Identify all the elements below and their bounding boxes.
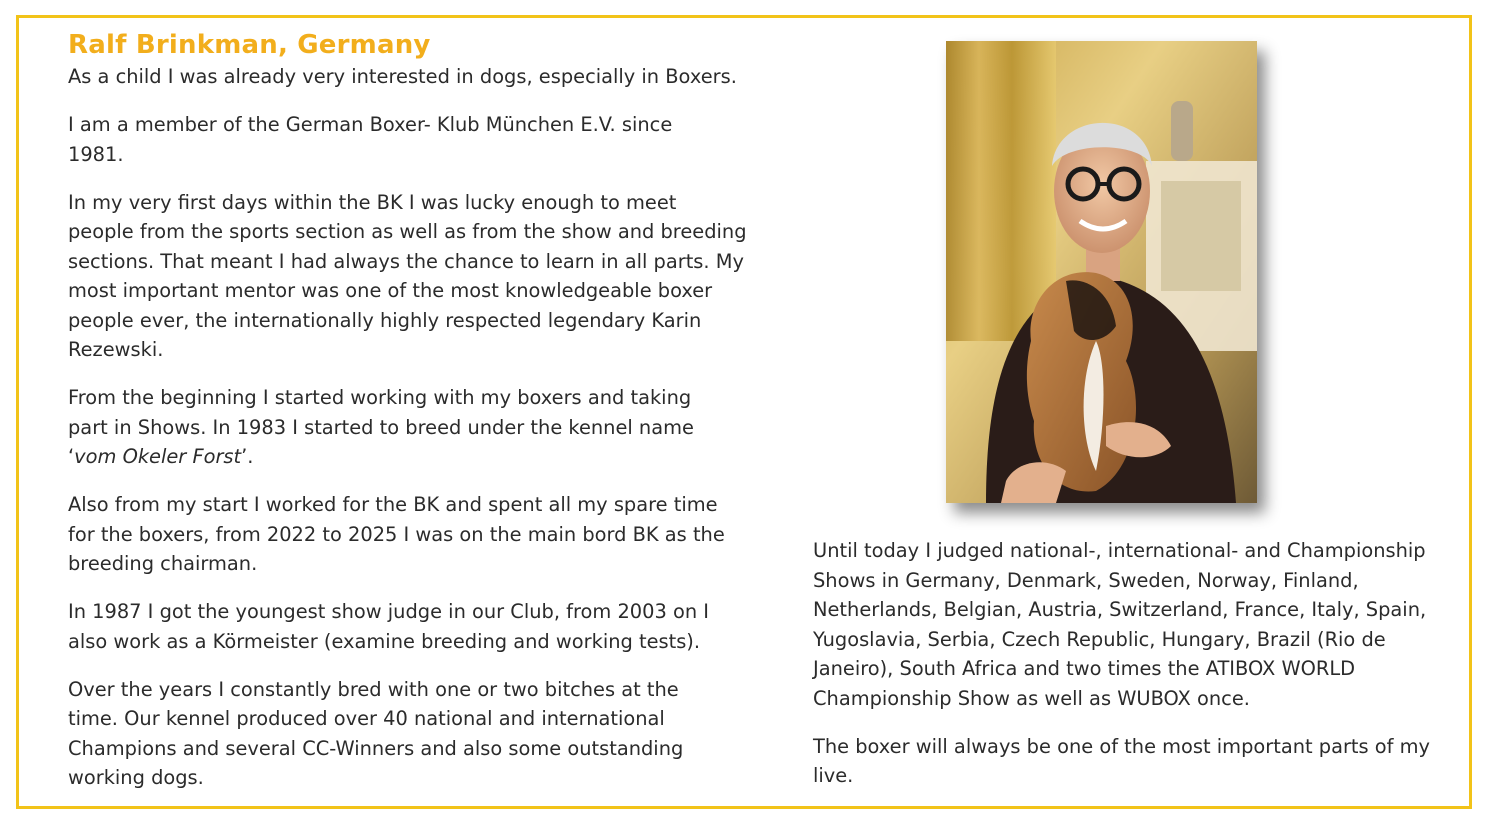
bio-paragraph-breeding: Over the years I constantly bred with one or two bitches at the time. Our kennel produced over 40 national and international Champions and several CC-Winners and also some outstanding working dogs. — [68, 677, 684, 789]
bio-paragraph-childhood: As a child I was already very interested in dogs, especially in Boxers. — [68, 65, 737, 88]
biography-right-column — [813, 536, 1463, 809]
bio-paragraph-judge: In 1987 I got the youngest show judge in our Club, from 2003 on I also work as a Körmeister (examine breeding and working tests). — [68, 600, 709, 653]
judge-name-heading: Ralf Brinkman, Germany — [68, 30, 431, 60]
portrait-man-with-boxer-puppy — [946, 41, 1257, 503]
bio-paragraph-mentor: In my very first days within the BK I was lucky enough to meet people from the sports section as well as from the show and breeding sections. That meant I had always the chance to learn in all parts. My most important mentor was one of the most knowledgeable boxer people ever, the internationally highly respected legendary Karin Rezewski. — [68, 190, 747, 361]
closing-statement-paragraph: The boxer will always be one of the most important parts of my live. — [813, 734, 1431, 787]
biography-left-column — [68, 28, 768, 811]
bio-paragraph-board: Also from my start I worked for the BK and spent all my spare time for the boxers, from 2022 to 2025 I was on the main bord BK as the breeding chairman. — [68, 493, 725, 575]
bio-paragraph-membership: I am a member of the German Boxer- Klub München E.V. since 1981. — [68, 113, 673, 166]
kennel-text-end: ’. — [241, 445, 254, 468]
kennel-name: vom Okeler Forst — [74, 445, 242, 468]
bio-paragraph-kennel — [68, 383, 728, 472]
judging-countries-paragraph: Until today I judged national-, international- and Championship Shows in Germany, Denmark, Sweden, Norway, Finland, Netherlands, Belgian, Austria, Switzerland, France, Italy, Spain, Yugoslavia, Serbia, Czech Republic, Hungary, Brazil (Rio de Janeiro), South Africa and two times the ATIBOX WORLD Championship Show as well as WUBOX once. — [813, 539, 1427, 710]
kennel-text-start: From the beginning I started working with my boxers and taking part in Shows. In 1983 I started to breed under the kennel name ‘ — [68, 386, 694, 468]
portrait-photo — [946, 41, 1257, 503]
